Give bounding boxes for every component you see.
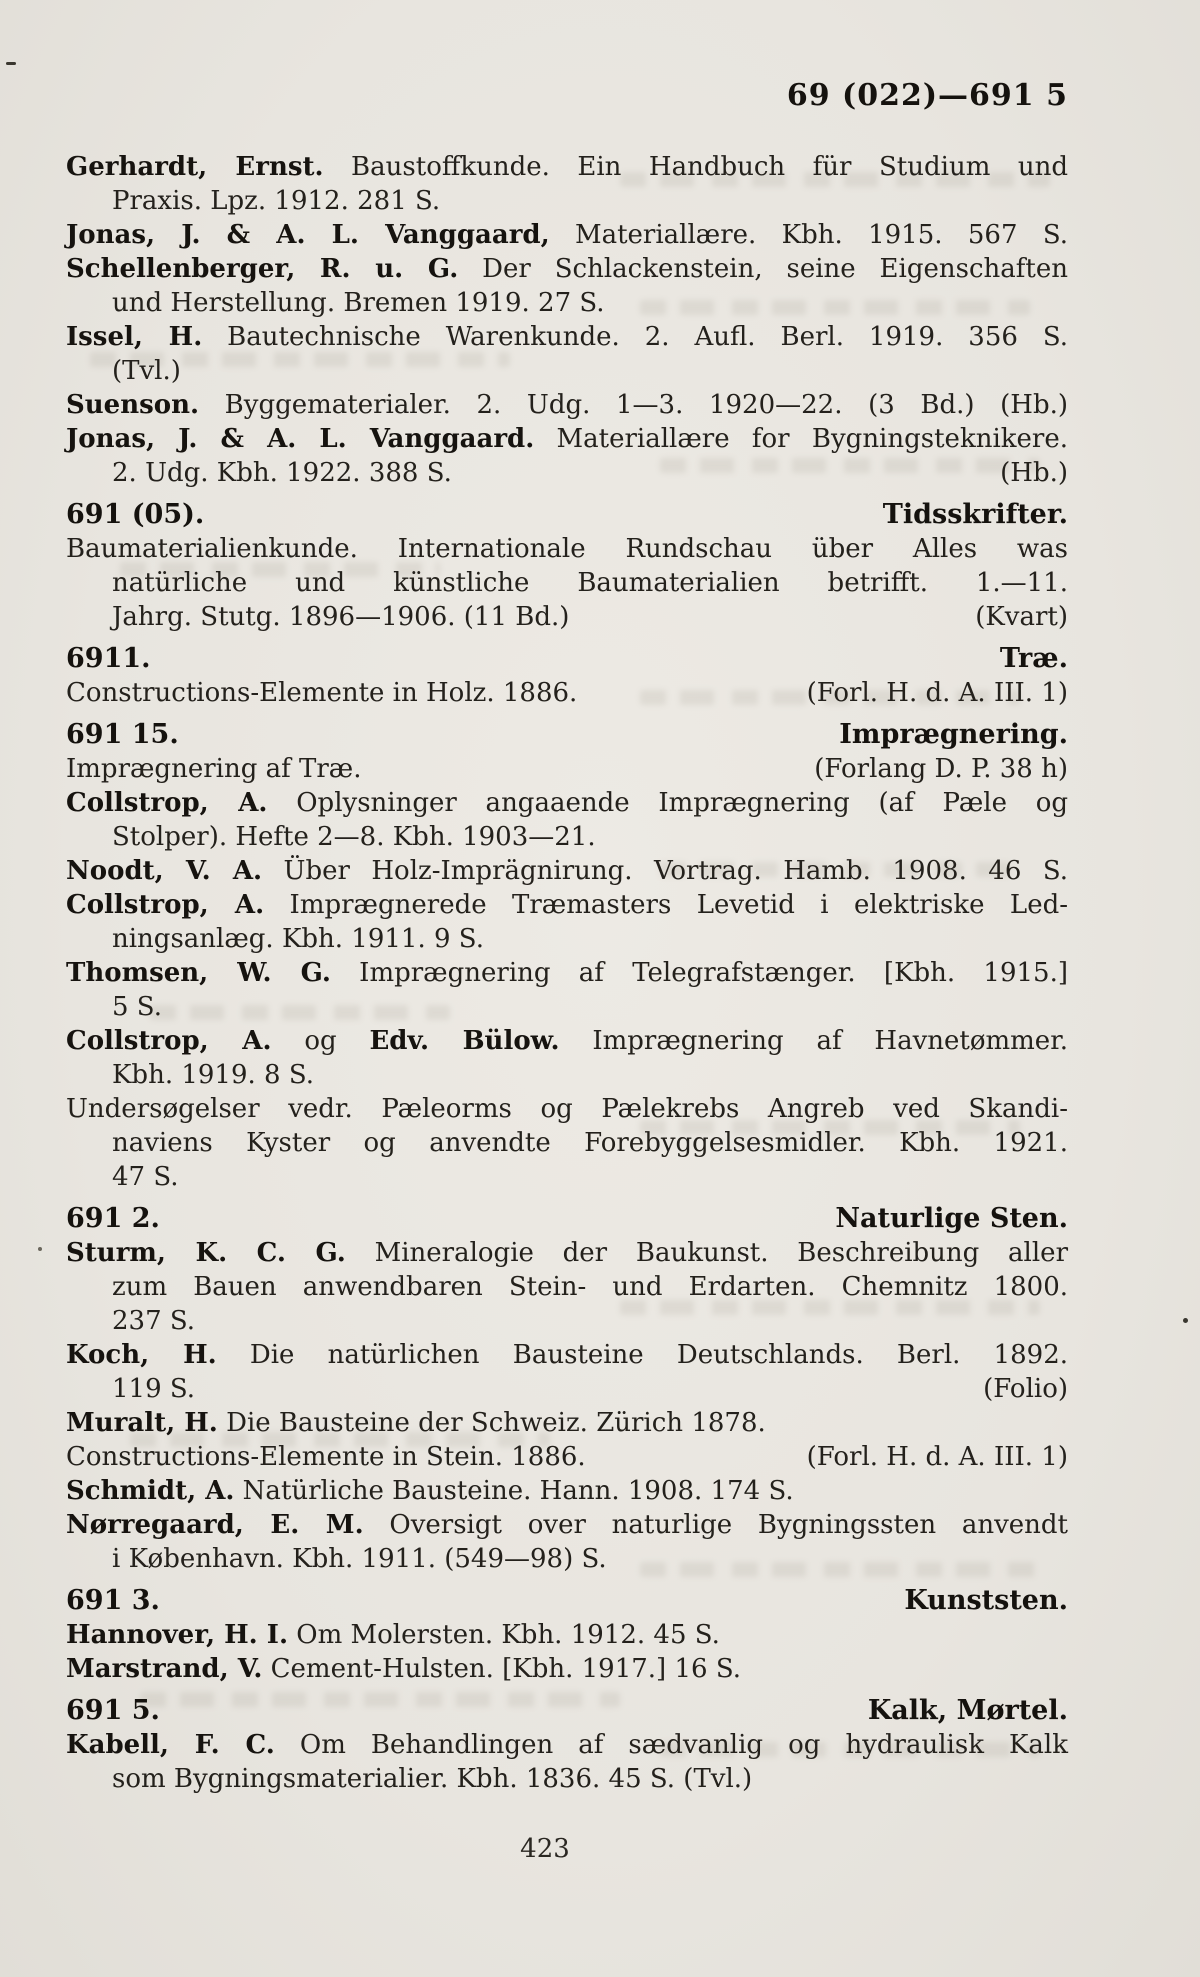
catalog-entry	[66, 956, 1068, 1024]
entry-line	[66, 1160, 1068, 1194]
entry-text-segment: und Herstellung. Bremen 1919. 27 S.	[112, 288, 605, 318]
entry-text	[66, 1620, 720, 1650]
author-name: Issel, H.	[66, 322, 203, 352]
entry-line	[66, 956, 1068, 990]
catalog-entry	[66, 888, 1068, 956]
catalog-entry	[66, 1474, 1068, 1508]
section-heading	[66, 1584, 1068, 1618]
entry-text-segment: 2. Udg. Kbh. 1922. 388 S.	[112, 458, 452, 488]
entry-line	[66, 354, 1068, 388]
catalog-content	[66, 150, 1068, 1796]
catalog-entry	[66, 1338, 1068, 1406]
entry-line	[66, 1024, 1068, 1058]
entry-text-segment: Byggematerialer. 2. Udg. 1—3. 1920—22. (3 Bd.) (Hb.)	[199, 390, 1068, 420]
catalog-entry	[66, 1508, 1068, 1576]
entry-text-segment: Materiallære for Bygningsteknikere.	[534, 424, 1068, 454]
entry-annotation: (Forlang D. P. 38 h)	[814, 754, 1068, 784]
entry-text-segment: Oplysninger angaaende Imprægnering (af Pæle og	[267, 788, 1069, 818]
entry-text	[112, 992, 162, 1022]
entry-line	[66, 1406, 1068, 1440]
catalog-entry	[66, 1440, 1068, 1474]
entry-text	[66, 1026, 1068, 1056]
entry-text-segment: Om Behandlingen af sædvanlig og hydraulisk Kalk	[274, 1730, 1068, 1760]
entry-line	[66, 1304, 1068, 1338]
entry-line	[66, 1058, 1068, 1092]
author-name: Jonas, J. & A. L. Vanggaard,	[66, 220, 550, 250]
entry-text-segment: Mineralogie der Baukunst. Beschreibung aller	[345, 1238, 1068, 1268]
author-name: Noodt, V. A.	[66, 856, 263, 886]
entry-text-segment: Imprægnering af Træ.	[66, 754, 362, 784]
entry-line	[66, 1762, 1068, 1796]
entry-text-segment: Baustoffkunde. Ein Handbuch für Studium und	[323, 152, 1068, 182]
catalog-entry	[66, 676, 1068, 710]
author-name: Muralt, H.	[66, 1408, 218, 1438]
entry-text-segment: Die natürlichen Bausteine Deutschlands. Berl. 1892.	[216, 1340, 1069, 1370]
entry-text-segment: Jahrg. Stutg. 1896—1906. (11 Bd.)	[112, 602, 570, 632]
entry-text	[112, 1060, 314, 1090]
entry-line	[66, 1338, 1068, 1372]
entry-text	[66, 1340, 1068, 1370]
author-name: Schmidt, A.	[66, 1476, 235, 1506]
ink-speck	[38, 1247, 42, 1251]
entry-line	[66, 1440, 1068, 1474]
entry-text	[66, 390, 1068, 420]
entry-text	[112, 456, 452, 490]
entry-line	[66, 150, 1068, 184]
entry-text	[66, 1094, 1068, 1124]
entry-line	[66, 252, 1068, 286]
entry-text-segment: (Tvl.)	[112, 356, 181, 386]
catalog-entry	[66, 1618, 1068, 1652]
entry-line	[66, 1126, 1068, 1160]
author-name: Hannover, H. I.	[66, 1620, 289, 1650]
entry-annotation: (Forl. H. d. A. III. 1)	[806, 678, 1068, 708]
entry-line	[66, 1372, 1068, 1406]
author-name: Suenson.	[66, 390, 200, 420]
catalog-entry	[66, 218, 1068, 252]
catalog-entry	[66, 1406, 1068, 1440]
catalog-entry	[66, 320, 1068, 388]
entry-text-segment: Undersøgelser vedr. Pæleorms og Pælekrebs Angreb ved Skandi-	[66, 1094, 1068, 1124]
entry-line	[66, 566, 1068, 600]
entry-line	[66, 1618, 1068, 1652]
author-name: Kabell, F. C.	[66, 1730, 275, 1760]
entry-text	[112, 568, 1068, 598]
entry-text	[112, 1162, 179, 1192]
entry-text-segment: i København. Kbh. 1911. (549—98) S.	[112, 1544, 607, 1574]
entry-text	[112, 1544, 607, 1574]
ink-speck	[6, 62, 16, 65]
entry-line	[66, 854, 1068, 888]
entry-text-segment: Constructions-Elemente in Holz. 1886.	[66, 678, 578, 708]
section-title: Imprægnering.	[839, 719, 1068, 750]
entry-text-segment: Kbh. 1919. 8 S.	[112, 1060, 314, 1090]
ink-speck	[1183, 1318, 1188, 1323]
entry-line	[66, 1508, 1068, 1542]
catalog-entry	[66, 1092, 1068, 1194]
author-name: Collstrop, A.	[66, 890, 265, 920]
catalog-entry	[66, 1024, 1068, 1092]
entry-text	[112, 1306, 195, 1336]
page-number: 423	[520, 1834, 570, 1864]
author-name: Jonas, J. & A. L. Vanggaard.	[66, 424, 535, 454]
catalog-entry	[66, 150, 1068, 218]
catalog-entry	[66, 752, 1068, 786]
entry-text-segment: 237 S.	[112, 1306, 196, 1336]
entry-line	[66, 1236, 1068, 1270]
section-code: 691 (05).	[66, 499, 205, 530]
entry-line	[66, 532, 1068, 566]
author-name: Marstrand, V.	[66, 1654, 263, 1684]
section-heading	[66, 642, 1068, 676]
entry-line	[66, 600, 1068, 634]
entry-text	[66, 752, 361, 786]
entry-text	[112, 1764, 752, 1794]
author-name: Edv. Bülow.	[369, 1026, 560, 1056]
entry-text	[66, 424, 1068, 454]
entry-line	[66, 320, 1068, 354]
entry-text-segment: zum Bauen anwendbaren Stein- und Erdarten. Chemnitz 1800.	[112, 1272, 1068, 1302]
entry-text	[66, 1440, 586, 1474]
entry-text	[66, 322, 1068, 352]
entry-text-segment: Cement-Hulsten. [Kbh. 1917.] 16 S.	[262, 1654, 741, 1684]
entry-text	[112, 1128, 1068, 1158]
entry-text	[66, 1238, 1068, 1268]
catalog-entry	[66, 1728, 1068, 1796]
entry-line	[66, 752, 1068, 786]
section-title: Kalk, Mørtel.	[867, 1695, 1068, 1726]
entry-line	[66, 286, 1068, 320]
catalog-entry	[66, 532, 1068, 634]
entry-text	[66, 788, 1068, 818]
section-code: 6911.	[66, 643, 151, 674]
entry-text	[112, 356, 181, 386]
entry-line	[66, 786, 1068, 820]
entry-line	[66, 1652, 1068, 1686]
page-header-classification-code: 69 (022)—691 5	[786, 78, 1068, 113]
section-code: 691 2.	[66, 1203, 160, 1234]
section-heading	[66, 1694, 1068, 1728]
entry-text-segment: Stolper). Hefte 2—8. Kbh. 1903—21.	[112, 822, 596, 852]
entry-text-segment: 119 S.	[112, 1374, 196, 1404]
entry-text-segment: Über Holz-Imprägnirung. Vortrag. Hamb. 1908. 46 S.	[262, 856, 1068, 886]
entry-line	[66, 1474, 1068, 1508]
entry-text-segment: Der Schlackenstein, seine Eigenschaften	[458, 254, 1068, 284]
entry-line	[66, 422, 1068, 456]
section-code: 691 15.	[66, 719, 179, 750]
author-name: Schellenberger, R. u. G.	[66, 254, 459, 284]
entry-text	[66, 254, 1068, 284]
entry-text-segment: som Bygningsmaterialier. Kbh. 1836. 45 S. (Tvl.)	[112, 1764, 753, 1794]
section-heading	[66, 718, 1068, 752]
entry-text-segment: Baumaterialienkunde. Internationale Rundschau über Alles was	[66, 534, 1068, 564]
catalog-entry	[66, 1236, 1068, 1338]
entry-text	[66, 152, 1068, 182]
author-name: Sturm, K. C. G.	[66, 1238, 346, 1268]
author-name: Thomsen, W. G.	[66, 958, 331, 988]
entry-text	[112, 186, 440, 216]
entry-text	[66, 958, 1068, 988]
entry-text	[66, 220, 1068, 250]
entry-line	[66, 820, 1068, 854]
catalog-entry	[66, 1652, 1068, 1686]
section-code: 691 5.	[66, 1695, 160, 1726]
entry-text-segment: 47 S.	[112, 1162, 179, 1192]
entry-text-segment: Constructions-Elemente in Stein. 1886.	[66, 1442, 586, 1472]
author-name: Collstrop, A.	[66, 788, 268, 818]
entry-text-segment: Bautechnische Warenkunde. 2. Aufl. Berl. 1919. 356 S.	[202, 322, 1069, 352]
entry-text-segment: Praxis. Lpz. 1912. 281 S.	[112, 186, 441, 216]
entry-line	[66, 388, 1068, 422]
entry-line	[66, 1542, 1068, 1576]
section-heading	[66, 1202, 1068, 1236]
entry-text-segment: 5 S.	[112, 992, 162, 1022]
section-title: Tidsskrifter.	[882, 499, 1068, 530]
entry-text	[112, 1272, 1068, 1302]
entry-text-segment: naviens Kyster og anvendte Forebyggelsesmidler. Kbh. 1921.	[112, 1128, 1068, 1158]
entry-line	[66, 184, 1068, 218]
entry-line	[66, 888, 1068, 922]
entry-text	[112, 924, 484, 954]
entry-annotation: (Folio)	[983, 1374, 1068, 1404]
entry-annotation: (Kvart)	[975, 602, 1068, 632]
entry-text-segment: Imprægnering af Havnetømmer.	[559, 1026, 1069, 1056]
catalog-entry	[66, 854, 1068, 888]
section-code: 691 3.	[66, 1585, 160, 1616]
entry-text	[66, 1408, 766, 1438]
entry-text-segment: natürliche und künstliche Baumaterialien betrifft. 1.—11.	[112, 568, 1068, 598]
section-title: Kunststen.	[904, 1585, 1068, 1616]
entry-text-segment: Om Molersten. Kbh. 1912. 45 S.	[288, 1620, 720, 1650]
author-name: Koch, H.	[66, 1340, 217, 1370]
entry-text	[66, 1654, 741, 1684]
author-name: Collstrop, A.	[66, 1026, 272, 1056]
author-name: Gerhardt, Ernst.	[66, 152, 324, 182]
entry-text-segment: Natürliche Bausteine. Hann. 1908. 174 S.	[234, 1476, 794, 1506]
catalog-entry	[66, 786, 1068, 854]
entry-text-segment: Imprægnering af Telegrafstænger. [Kbh. 1915.]	[330, 958, 1069, 988]
entry-text-segment: Die Bausteine der Schweiz. Zürich 1878.	[217, 1408, 766, 1438]
entry-line	[66, 990, 1068, 1024]
catalog-entry	[66, 422, 1068, 490]
entry-text-segment: Imprægnerede Træmasters Levetid i elektriske Led-	[264, 890, 1069, 920]
entry-text	[112, 822, 596, 852]
entry-text-segment: Materiallære. Kbh. 1915. 567 S.	[549, 220, 1068, 250]
entry-text	[66, 534, 1068, 564]
entry-annotation: (Hb.)	[1000, 458, 1068, 488]
entry-text	[112, 288, 605, 318]
entry-line	[66, 1270, 1068, 1304]
entry-line	[66, 218, 1068, 252]
entry-line	[66, 1092, 1068, 1126]
entry-text	[66, 1476, 794, 1506]
entry-text	[66, 1730, 1068, 1760]
entry-text	[66, 890, 1068, 920]
entry-text	[112, 600, 569, 634]
author-name: Nørregaard, E. M.	[66, 1510, 364, 1540]
entry-annotation: (Forl. H. d. A. III. 1)	[806, 1442, 1068, 1472]
catalog-entry	[66, 252, 1068, 320]
entry-line	[66, 676, 1068, 710]
entry-text	[112, 1372, 195, 1406]
section-title: Træ.	[999, 643, 1068, 674]
entry-line	[66, 1728, 1068, 1762]
entry-text	[66, 856, 1068, 886]
entry-text-segment: Oversigt over naturlige Bygningssten anvendt	[363, 1510, 1068, 1540]
entry-text	[66, 676, 577, 710]
entry-text-segment: ningsanlæg. Kbh. 1911. 9 S.	[112, 924, 484, 954]
catalog-entry	[66, 388, 1068, 422]
section-heading	[66, 498, 1068, 532]
entry-text	[66, 1510, 1068, 1540]
entry-line	[66, 456, 1068, 490]
entry-text-segment: og	[271, 1026, 370, 1056]
entry-line	[66, 922, 1068, 956]
section-title: Naturlige Sten.	[835, 1203, 1068, 1234]
